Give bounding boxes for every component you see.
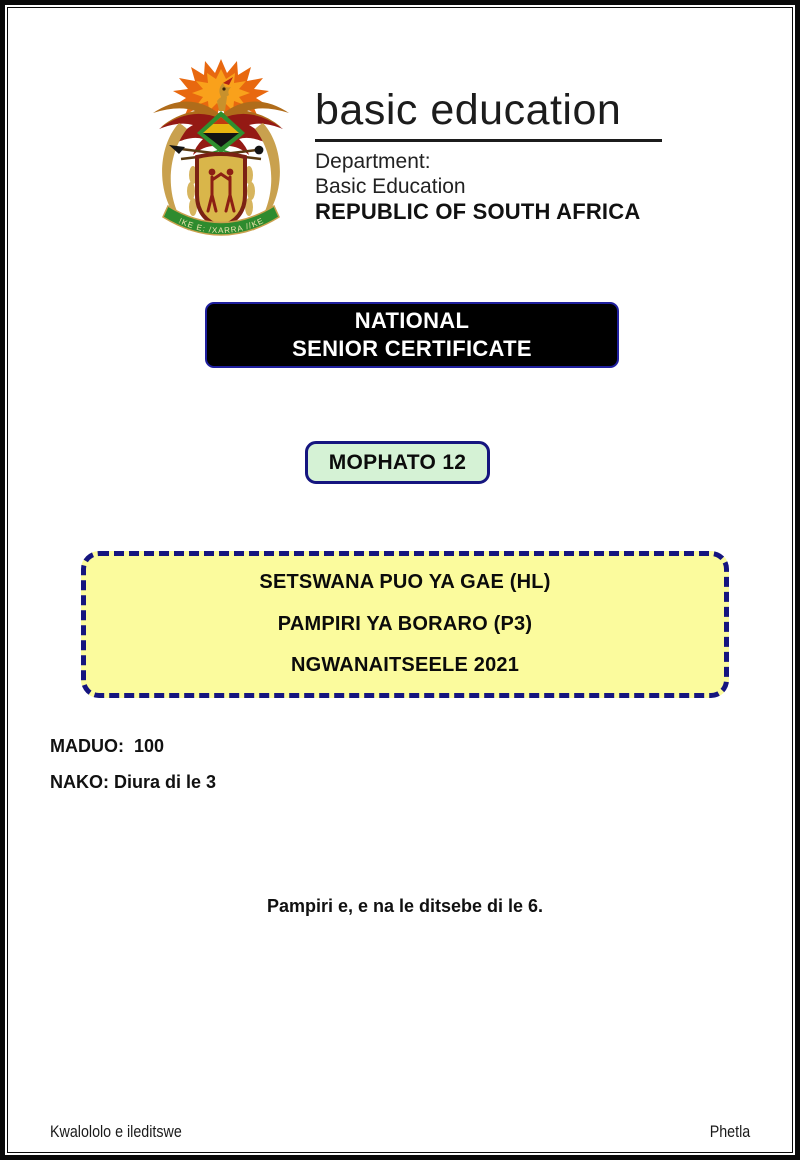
turn-over-note: Phetla — [709, 1122, 750, 1141]
certificate-banner — [205, 302, 619, 368]
department-header — [315, 87, 675, 225]
motto-text: !KE E: /XARRA //KE — [177, 216, 266, 236]
brand-underline — [315, 139, 662, 142]
dept-line1: Department: — [315, 150, 431, 174]
dept-line2: Basic Education — [315, 175, 466, 199]
grade-badge — [305, 441, 490, 484]
page-footer — [50, 1122, 750, 1142]
coat-of-arms — [145, 53, 297, 253]
certificate-line1: NATIONAL — [354, 308, 470, 333]
exam-session: NGWANAITSEELE 2021 — [290, 654, 520, 676]
certificate-line2: SENIOR CERTIFICATE — [292, 336, 532, 361]
time-line: NAKO: Diura di le 3 — [50, 772, 217, 792]
coat-of-arms-icon — [145, 53, 297, 253]
subject-name: SETSWANA PUO YA GAE (HL) — [259, 571, 551, 593]
pages-note: Pampiri e, e na le ditsebe di le 6. — [266, 896, 544, 916]
brand-title: basic education — [315, 86, 622, 134]
grade-label: MOPHATO 12 — [328, 450, 467, 474]
subject-box — [81, 551, 729, 698]
shield-icon — [197, 154, 245, 227]
copyright-note: Kwalololo e ileditswe — [50, 1122, 182, 1141]
country-name: REPUBLIC OF SOUTH AFRICA — [315, 199, 641, 225]
paper-number: PAMPIRI YA BORARO (P3) — [277, 612, 533, 635]
marks-line: MADUO: 100 — [50, 736, 165, 756]
